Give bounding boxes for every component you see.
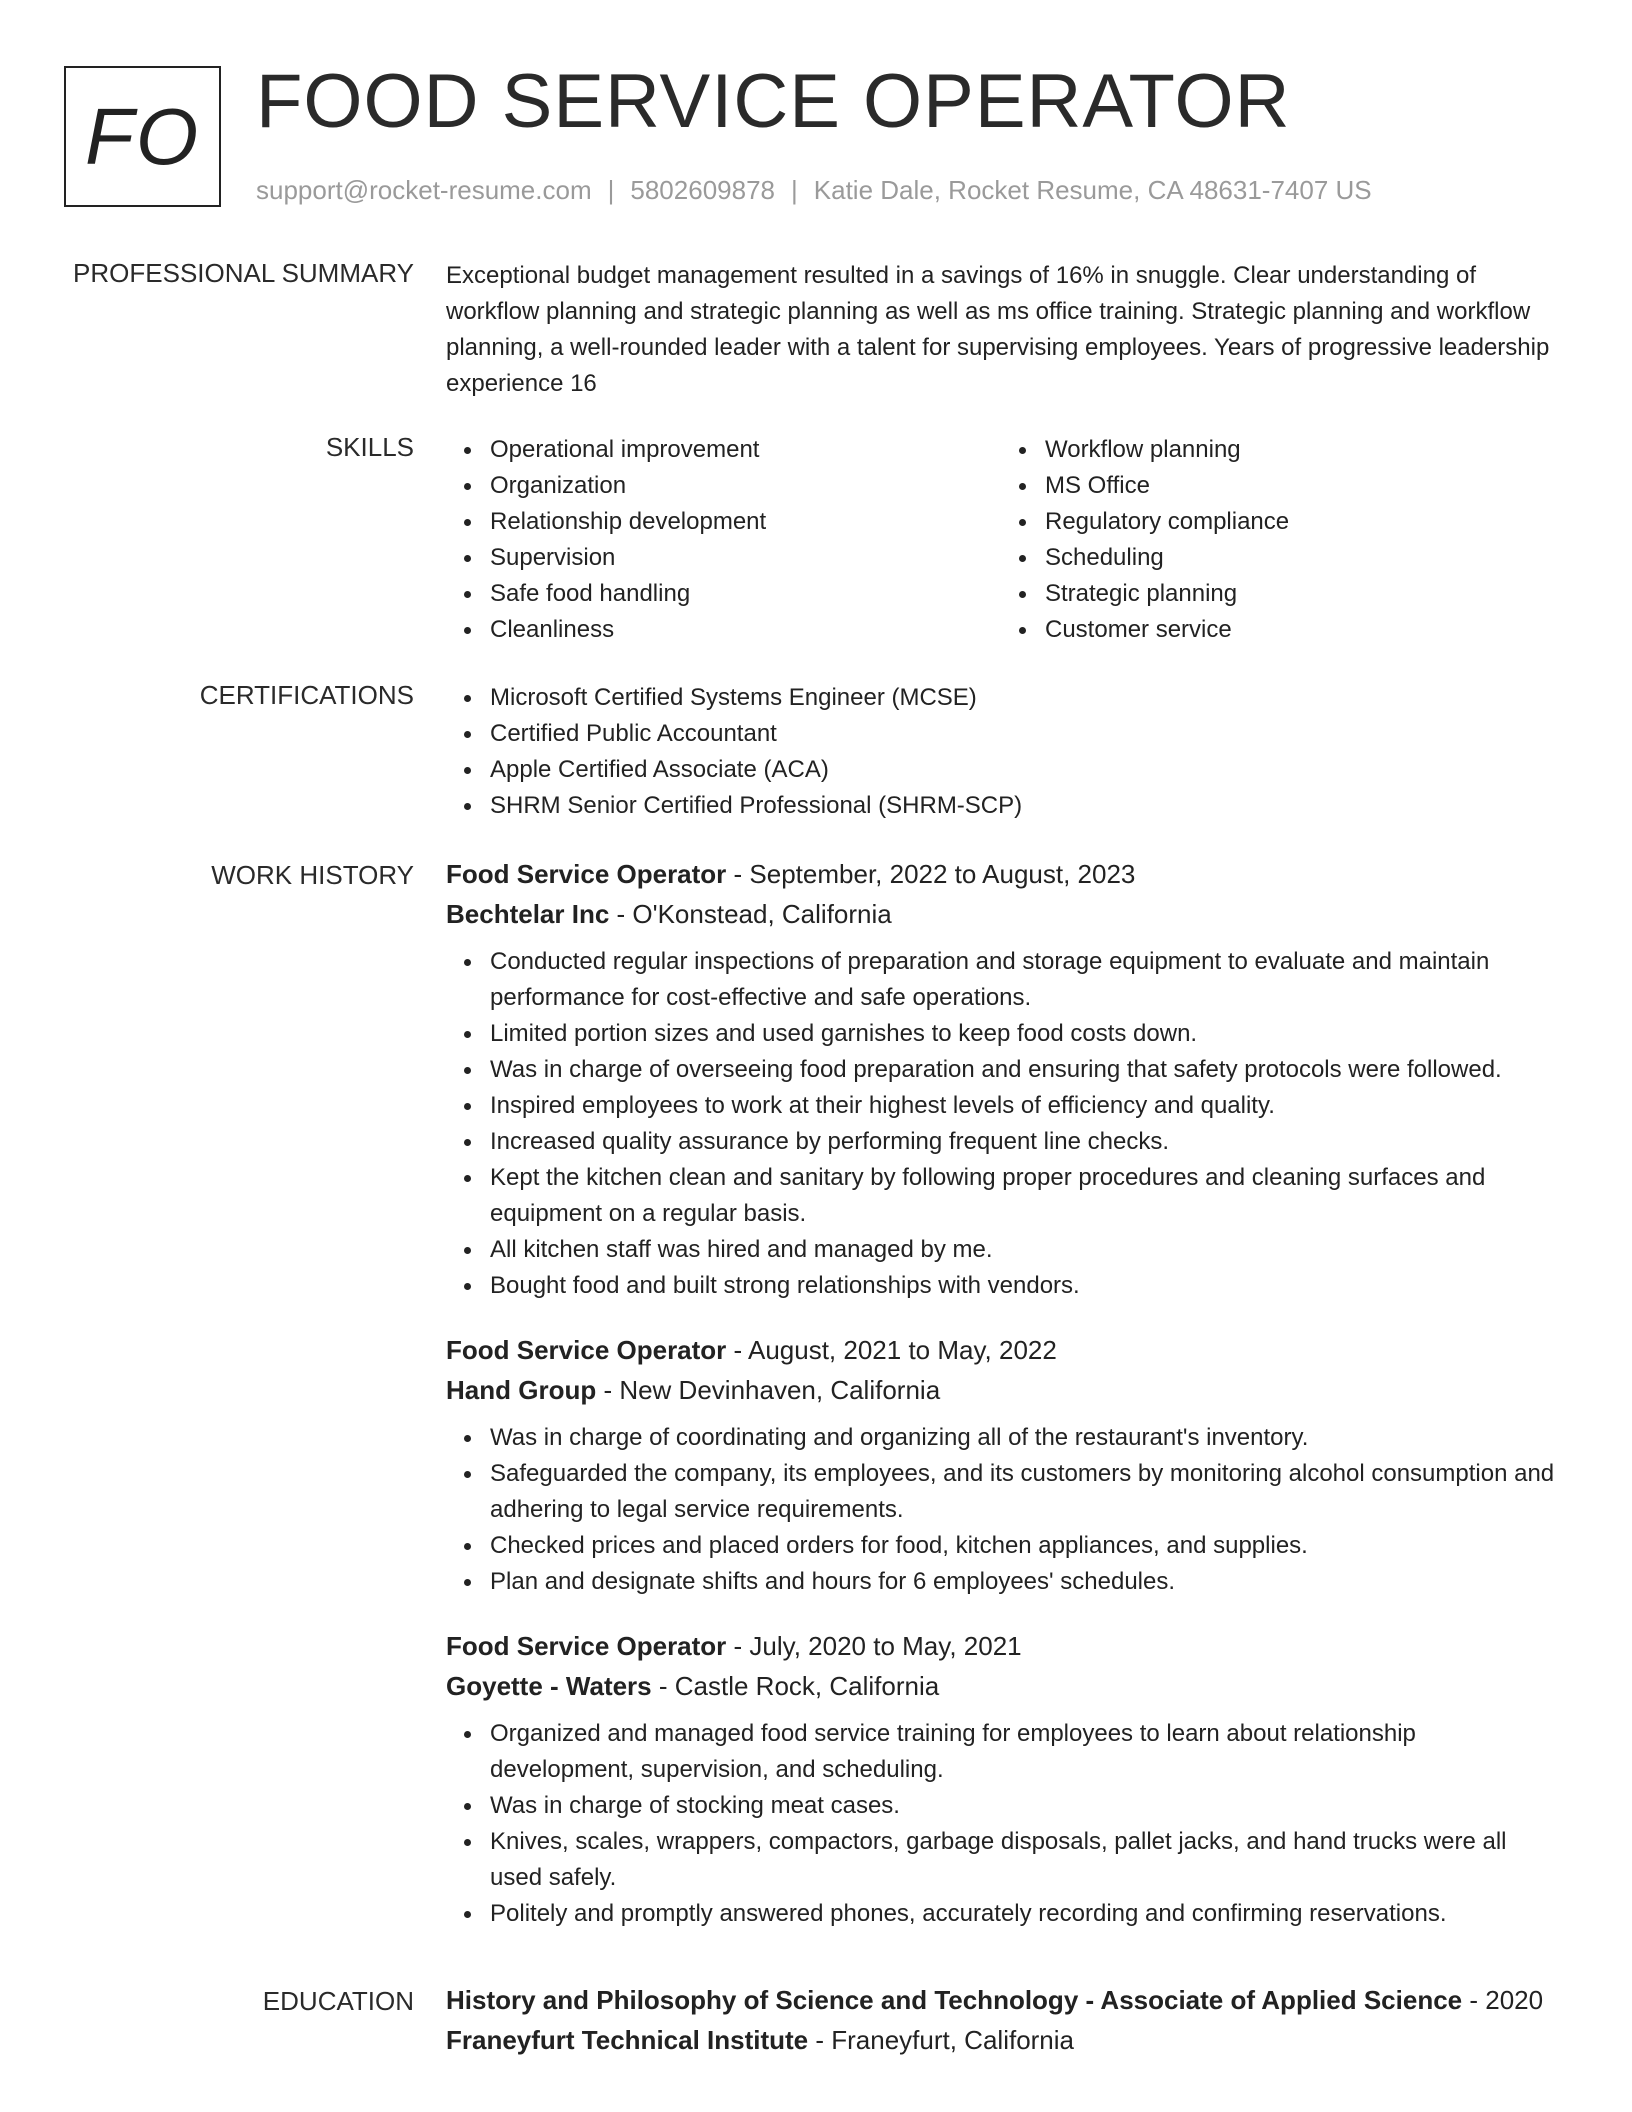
list-item: Cleanliness [490, 612, 1001, 648]
monogram-text: FO [84, 91, 201, 181]
job-bullets [446, 944, 1556, 1304]
skills-heading: SKILLS [325, 432, 414, 462]
job-title-line [446, 1330, 1556, 1370]
list-item: Limited portion sizes and used garnishes to keep food costs down. [490, 1016, 1556, 1052]
job-company-line [446, 1666, 1556, 1706]
contact-phone[interactable]: 5802609878 [630, 175, 775, 205]
summary-heading: PROFESSIONAL SUMMARY [73, 258, 414, 288]
education-school-line [446, 2020, 1556, 2060]
job-role: Food Service Operator [446, 1631, 727, 1661]
job-role: Food Service Operator [446, 1335, 727, 1365]
list-item: Was in charge of coordinating and organizing all of the restaurant's inventory. [490, 1420, 1556, 1456]
certifications-heading: CERTIFICATIONS [199, 680, 414, 710]
skills-list-left [446, 432, 1001, 648]
list-item: Checked prices and placed orders for food, kitchen appliances, and supplies. [490, 1528, 1556, 1564]
list-item: Strategic planning [1045, 576, 1556, 612]
list-item: Customer service [1045, 612, 1556, 648]
summary-text: Exceptional budget management resulted in a savings of 16% in snuggle. Clear understanding of workflow planning and strategic planning as well as ms office training. Strategic planning and workflow planning, a well-rounded leader with a talent for supervising employees. Years of progressive leadership experience 16 [446, 262, 1550, 397]
contact-line [256, 175, 1372, 206]
certifications-list [446, 680, 1556, 824]
list-item: Supervision [490, 540, 1001, 576]
contact-separator: | [607, 175, 615, 205]
job-entry [446, 854, 1556, 1304]
job-location: - New Devinhaven, California [596, 1375, 941, 1405]
contact-email[interactable]: support@rocket-resume.com [256, 175, 592, 205]
list-item: Organization [490, 468, 1001, 504]
job-company-line [446, 1370, 1556, 1410]
list-item: Relationship development [490, 504, 1001, 540]
list-item: Scheduling [1045, 540, 1556, 576]
job-dates: - September, 2022 to August, 2023 [726, 859, 1136, 889]
job-title-line [446, 854, 1556, 894]
list-item: All kitchen staff was hired and managed by me. [490, 1232, 1556, 1268]
education-heading: EDUCATION [262, 1986, 414, 2016]
job-location: - Castle Rock, California [651, 1671, 940, 1701]
list-item: Plan and designate shifts and hours for 6 employees' schedules. [490, 1564, 1556, 1600]
job-entry [446, 1330, 1556, 1600]
list-item: SHRM Senior Certified Professional (SHRM-SCP) [490, 788, 1556, 824]
list-item: Politely and promptly answered phones, accurately recording and confirming reservations. [490, 1896, 1556, 1932]
education-degree: History and Philosophy of Science and Technology - Associate of Applied Science [446, 1985, 1463, 2015]
work-heading: WORK HISTORY [211, 860, 414, 890]
list-item: Knives, scales, wrappers, compactors, garbage disposals, pallet jacks, and hand trucks were all used safely. [490, 1824, 1556, 1896]
job-title-line [446, 1626, 1556, 1666]
list-item: Certified Public Accountant [490, 716, 1556, 752]
job-company: Bechtelar Inc [446, 899, 610, 929]
job-dates: - July, 2020 to May, 2021 [726, 1631, 1022, 1661]
list-item: Organized and managed food service training for employees to learn about relationship development, supervision, and scheduling. [490, 1716, 1556, 1788]
monogram-box [64, 66, 221, 207]
job-location: - O'Konstead, California [609, 899, 892, 929]
list-item: MS Office [1045, 468, 1556, 504]
contact-address: Katie Dale, Rocket Resume, CA 48631-7407 US [813, 175, 1372, 205]
list-item: Inspired employees to work at their highest levels of efficiency and quality. [490, 1088, 1556, 1124]
skills-list-right [1001, 432, 1556, 648]
list-item: Regulatory compliance [1045, 504, 1556, 540]
list-item: Workflow planning [1045, 432, 1556, 468]
job-company: Goyette - Waters [446, 1671, 652, 1701]
skills-columns [446, 432, 1556, 648]
job-bullets [446, 1420, 1556, 1600]
list-item: Operational improvement [490, 432, 1001, 468]
job-entry [446, 1626, 1556, 1932]
work-body [446, 854, 1556, 1932]
education-degree-line [446, 1980, 1556, 2020]
job-company: Hand Group [446, 1375, 597, 1405]
list-item: Increased quality assurance by performing frequent line checks. [490, 1124, 1556, 1160]
list-item: Was in charge of overseeing food preparation and ensuring that safety protocols were followed. [490, 1052, 1556, 1088]
list-item: Safe food handling [490, 576, 1001, 612]
job-company-line [446, 894, 1556, 934]
list-item: Was in charge of stocking meat cases. [490, 1788, 1556, 1824]
resume-title: FOOD SERVICE OPERATOR [256, 59, 1291, 144]
education-body [446, 1980, 1556, 2060]
job-bullets [446, 1716, 1556, 1932]
job-role: Food Service Operator [446, 859, 727, 889]
certifications-body [446, 680, 1556, 824]
list-item: Bought food and built strong relationships with vendors. [490, 1268, 1556, 1304]
education-location: - Franeyfurt, California [808, 2025, 1075, 2055]
education-year: - 2020 [1462, 1985, 1544, 2015]
list-item: Conducted regular inspections of preparation and storage equipment to evaluate and maintain performance for cost-effective and safe operations. [490, 944, 1556, 1016]
list-item: Kept the kitchen clean and sanitary by following proper procedures and cleaning surfaces and equipment on a regular basis. [490, 1160, 1556, 1232]
list-item: Microsoft Certified Systems Engineer (MCSE) [490, 680, 1556, 716]
job-dates: - August, 2021 to May, 2022 [726, 1335, 1057, 1365]
list-item: Safeguarded the company, its employees, and its customers by monitoring alcohol consumption and adhering to legal service requirements. [490, 1456, 1556, 1528]
list-item: Apple Certified Associate (ACA) [490, 752, 1556, 788]
education-school: Franeyfurt Technical Institute [446, 2025, 809, 2055]
contact-separator: | [791, 175, 798, 205]
